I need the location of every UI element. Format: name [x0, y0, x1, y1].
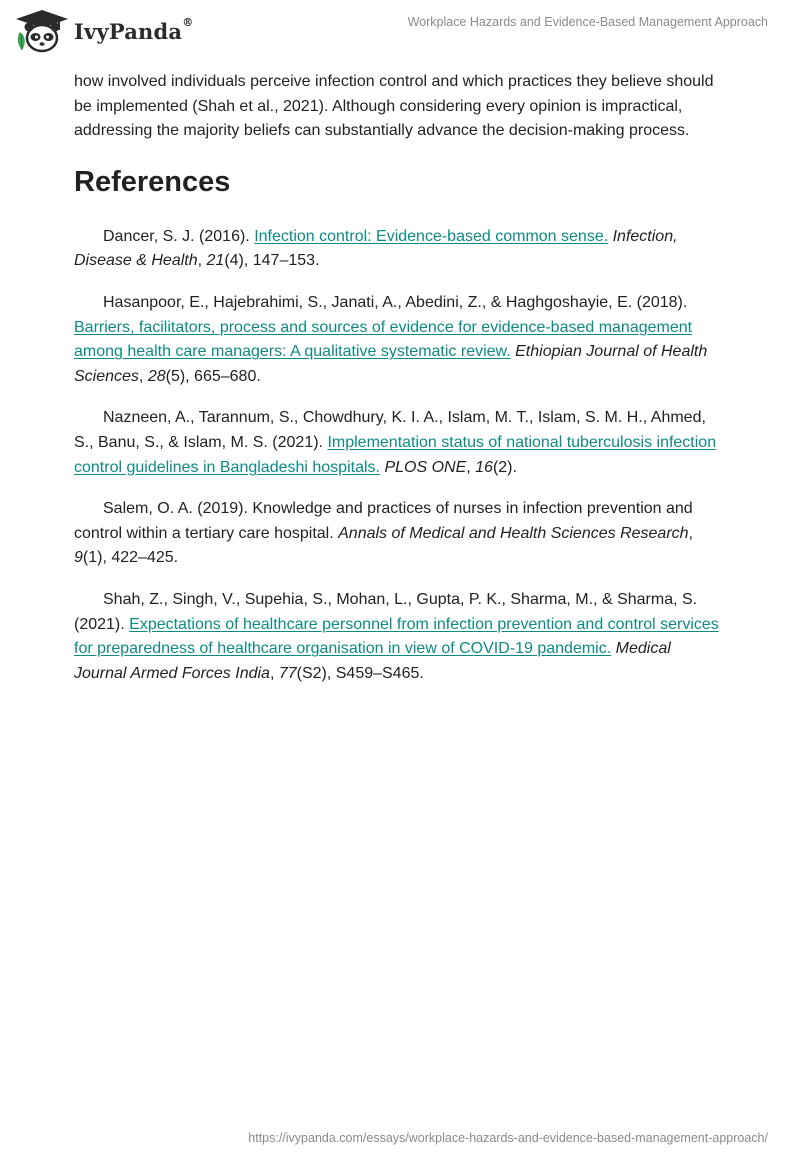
page-content — [74, 70, 724, 703]
reference-item: Nazneen, A., Tarannum, S., Chowdhury, K. I. A., Islam, M. T., Islam, S. M. H., Ahmed, S., Banu, S., & Islam, M. S. (2021). Implementation status of national tuberculosis infection control guidelines in Bangladeshi hospitals. PLOS ONE, 16(2). — [74, 409, 717, 476]
intro-paragraph: how involved individuals perceive infection control and which practices they believe should be implemented (Shah et al., 2021). Although considering every opinion is impractical, addressing the majority beliefs can substantially advance the decision-making process. — [74, 73, 714, 140]
page-header — [0, 0, 800, 64]
reference-item: Salem, O. A. (2019). Knowledge and practices of nurses in infection prevention and control within a tertiary care hospital. Annals of Medical and Health Sciences Research, 9(1), 422–425. — [74, 500, 693, 567]
reference-link[interactable]: Barriers, facilitators, process and sources of evidence for evidence-based management among health care managers: A qualitative systematic review. — [74, 318, 693, 361]
document-title: Workplace Hazards and Evidence-Based Management Approach — [407, 15, 768, 29]
reference-link[interactable]: Implementation status of national tuberculosis infection control guidelines in Bangladeshi hospitals. — [74, 433, 717, 476]
reference-item: Shah, Z., Singh, V., Supehia, S., Mohan, L., Gupta, P. K., Sharma, M., & Sharma, S. (2021). Expectations of healthcare personnel from infection prevention and control services for preparedness of healthcare organisation in view of COVID-19 pandemic. Medical Journal Armed Forces India, 77(S2), S459–S465. — [74, 590, 719, 682]
panda-graduate-icon — [14, 8, 70, 54]
reference-item: Hasanpoor, E., Hajebrahimi, S., Janati, A., Abedini, Z., & Haghgoshayie, E. (2018). Barriers, facilitators, process and sources of evidence for evidence-based management among health care managers: A qualitative systematic review. Ethiopian Journal of Health Sciences, 28(5), 665–680. — [74, 293, 708, 385]
source-url: https://ivypanda.com/essays/workplace-hazards-and-evidence-based-management-approach/ — [248, 1131, 768, 1145]
reference-link[interactable]: Infection control: Evidence-based common sense. — [254, 227, 609, 245]
references-heading: References — [74, 165, 231, 198]
brand-name: IvyPanda® — [74, 15, 194, 44]
reference-link[interactable]: Expectations of healthcare personnel from infection prevention and control services for preparedness of healthcare organisation in view of COVID-19 pandemic. — [74, 615, 719, 658]
reference-item: Dancer, S. J. (2016). Infection control: Evidence-based common sense. Infection, Disease & Health, 21(4), 147–153. — [74, 227, 678, 270]
ivypanda-logo[interactable] — [14, 8, 193, 54]
